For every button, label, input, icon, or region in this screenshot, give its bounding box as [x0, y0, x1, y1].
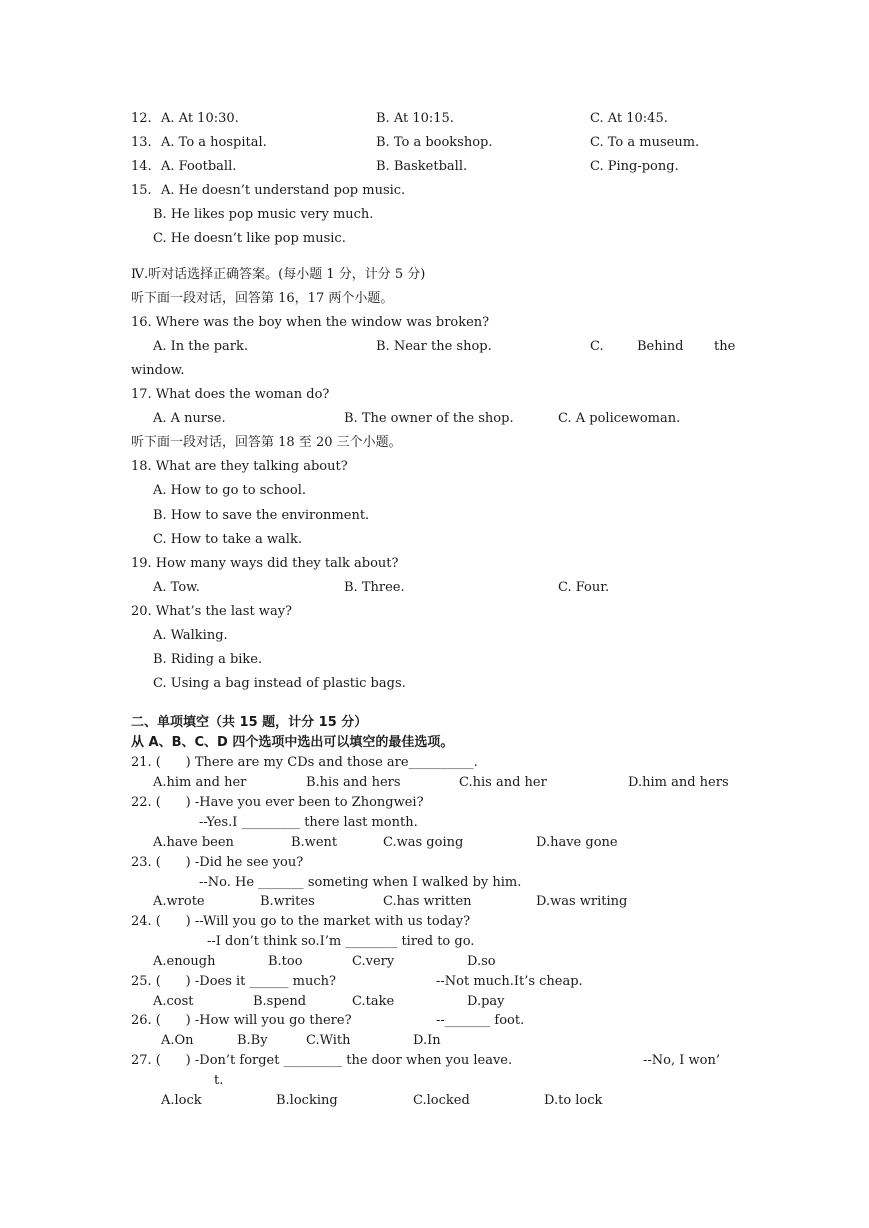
q25-option-b: B.spend — [253, 994, 307, 1009]
q22-stem-line2: --Yes.I _________ there last month. — [199, 815, 418, 830]
q19-stem: 19. How many ways did they talk about? — [131, 556, 399, 571]
q22-option-c: C.was going — [383, 835, 464, 850]
part4-heading: Ⅳ.听对话选择正确答案。(每小题 1 分，计分 5 分) — [131, 267, 426, 282]
q12-option-b: B. At 10:15. — [376, 111, 454, 126]
q24-option-a: A.enough — [153, 954, 216, 969]
q17-option-c: C. A policewoman. — [558, 411, 681, 426]
q27-stem: 27. ( ) -Don’t forget _________ the door when you leave. — [131, 1053, 513, 1068]
q13-option-a: A. To a hospital. — [161, 135, 267, 150]
q22-option-a: A.have been — [153, 835, 234, 850]
q24-stem-line2: --I don’t think so.I’m ________ tired to go. — [207, 934, 475, 949]
q18-option-a: A. How to go to school. — [153, 483, 306, 498]
q14-number: 14. — [131, 159, 152, 174]
q16-option-c-continued: window. — [131, 363, 185, 378]
q16-option-a: A. In the park. — [153, 339, 249, 354]
q24-option-d: D.so — [467, 954, 496, 969]
q27-option-c: C.locked — [413, 1093, 470, 1108]
q23-option-b: B.writes — [260, 894, 315, 909]
q13-option-c: C. To a museum. — [590, 135, 700, 150]
q14-option-b: B. Basketball. — [376, 159, 468, 174]
q27-option-a: A.lock — [161, 1093, 202, 1108]
q26-stem: 26. ( ) -How will you go there? — [131, 1013, 352, 1028]
q20-option-c: C. Using a bag instead of plastic bags. — [153, 676, 406, 691]
q27-option-d: D.to lock — [544, 1093, 603, 1108]
q14-option-a: A. Football. — [161, 159, 237, 174]
q23-option-d: D.was writing — [536, 894, 628, 909]
q25-option-c: C.take — [352, 994, 395, 1009]
q25-option-a: A.cost — [153, 994, 194, 1009]
q26-option-a: A.On — [161, 1033, 194, 1048]
q20-option-a: A. Walking. — [153, 628, 228, 643]
q23-stem: 23. ( ) -Did he see you? — [131, 855, 304, 870]
q15-option-c: C. He doesn’t like pop music. — [153, 231, 346, 246]
q26-option-d: D.In — [413, 1033, 441, 1048]
q16-option-b: B. Near the shop. — [376, 339, 492, 354]
q21-stem: 21. ( ) There are my CDs and those are__________. — [131, 755, 478, 770]
q22-option-b: B.went — [291, 835, 338, 850]
q19-option-b: B. Three. — [344, 580, 405, 595]
q21-option-b: B.his and hers — [306, 775, 401, 790]
q19-option-c: C. Four. — [558, 580, 610, 595]
q27-reply-continued: t. — [214, 1073, 224, 1088]
q12-number: 12. — [131, 111, 152, 126]
q23-option-c: C.has written — [383, 894, 472, 909]
q23-stem-line2: --No. He _______ someting when I walked by him. — [199, 875, 522, 890]
q20-option-b: B. Riding a bike. — [153, 652, 263, 667]
q18-stem: 18. What are they talking about? — [131, 459, 348, 474]
q13-option-b: B. To a bookshop. — [376, 135, 493, 150]
q16-stem: 16. Where was the boy when the window was broken? — [131, 315, 490, 330]
grammar-heading: 二、单项填空（共 15 题，计分 15 分） — [131, 715, 368, 730]
q16-option-c-word2: the — [714, 339, 736, 354]
q25-reply: --Not much.It’s cheap. — [436, 974, 583, 989]
q24-option-b: B.too — [268, 954, 303, 969]
q22-option-d: D.have gone — [536, 835, 618, 850]
q15-option-a: A. He doesn’t understand pop music. — [161, 183, 406, 198]
q13-number: 13. — [131, 135, 152, 150]
q12-option-a: A. At 10:30. — [161, 111, 239, 126]
q21-option-d: D.him and hers — [628, 775, 729, 790]
q27-reply: --No, I won’ — [643, 1053, 720, 1068]
q15-number: 15. — [131, 183, 152, 198]
q17-stem: 17. What does the woman do? — [131, 387, 330, 402]
q18-option-c: C. How to take a walk. — [153, 532, 302, 547]
q17-option-b: B. The owner of the shop. — [344, 411, 514, 426]
q12-option-c: C. At 10:45. — [590, 111, 668, 126]
q23-option-a: A.wrote — [153, 894, 205, 909]
q22-stem: 22. ( ) -Have you ever been to Zhongwei? — [131, 795, 424, 810]
q16-option-c-label: C. — [590, 339, 604, 354]
q21-option-c: C.his and her — [459, 775, 547, 790]
q16-option-c-word1: Behind — [637, 339, 684, 354]
q18-option-b: B. How to save the environment. — [153, 508, 370, 523]
q27-option-b: B.locking — [276, 1093, 338, 1108]
q14-option-c: C. Ping-pong. — [590, 159, 679, 174]
grammar-instruction: 从 A、B、C、D 四个选项中选出可以填空的最佳选项。 — [131, 735, 454, 750]
q24-stem: 24. ( ) --Will you go to the market with us today? — [131, 914, 471, 929]
q19-option-a: A. Tow. — [153, 580, 200, 595]
q25-stem: 25. ( ) -Does it ______ much? — [131, 974, 336, 989]
q24-option-c: C.very — [352, 954, 395, 969]
q20-stem: 20. What’s the last way? — [131, 604, 293, 619]
part4-intro-1: 听下面一段对话，回答第 16，17 两个小题。 — [131, 291, 394, 306]
q26-option-c: C.With — [306, 1033, 351, 1048]
q25-option-d: D.pay — [467, 994, 505, 1009]
q17-option-a: A. A nurse. — [153, 411, 226, 426]
q21-option-a: A.him and her — [153, 775, 247, 790]
q26-reply: --_______ foot. — [436, 1013, 525, 1028]
q15-option-b: B. He likes pop music very much. — [153, 207, 374, 222]
part4-intro-2: 听下面一段对话，回答第 18 至 20 三个小题。 — [131, 435, 402, 450]
q26-option-b: B.By — [237, 1033, 268, 1048]
